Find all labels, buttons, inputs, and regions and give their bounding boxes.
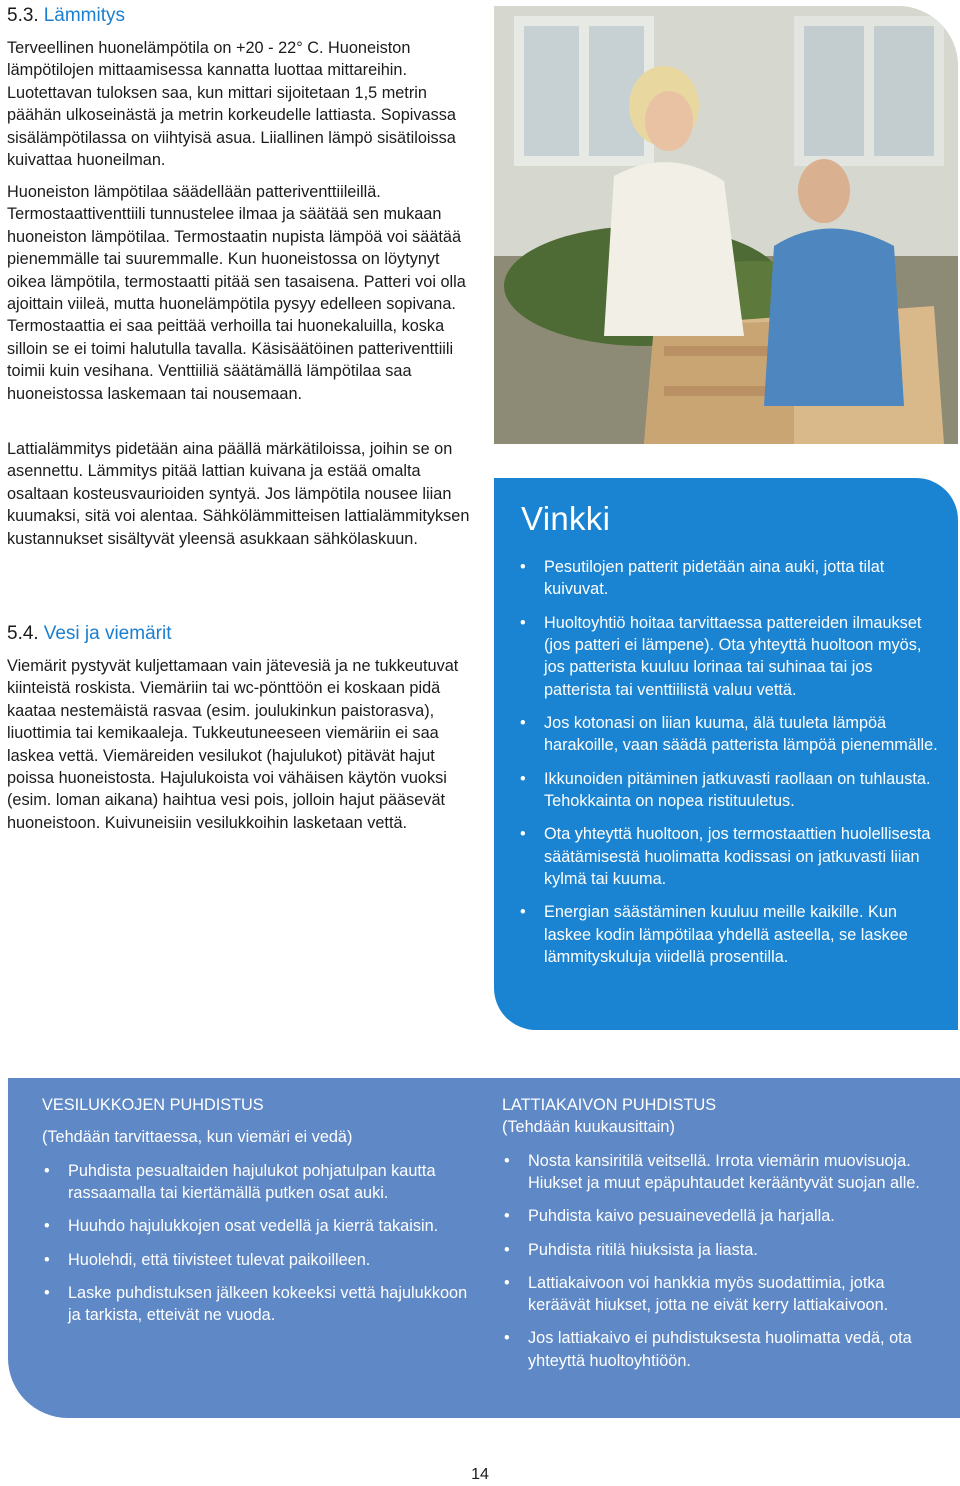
list-item <box>518 556 938 601</box>
paragraph-valves: Huoneiston lämpötilaa säädellään patteriventtiileillä. Termostaattiventtiili tunnustelee ilmaa ja säätää sen mukaan huoneiston lämpötilaa. Termostaatin nupista lämpöä voi säätää pienemmälle tai suuremmalle. Kun huoneistossa on löytynyt oikea lämpötila, termostaatti pitää sen tasaisena. Patteri voi olla ajoittain viileä, mutta huonelämpötila pysyy edelleen sopivana. Termostaattia ei saa peittää verhoilla tai huonekaluilla, koska silloin se ei toimi halutulla tavalla. Käsisäätöinen patteriventtiili toimii kuin vesihana. Venttiiliä säätämällä lämpötilaa saa huoneistossa laskemaan tai nousemaan. <box>7 183 466 403</box>
list-item <box>502 1272 942 1317</box>
bullet-icon: • <box>520 903 526 922</box>
list-item-text: Huoltoyhtiö hoitaa tarvittaessa pattereiden ilmaukset (jos patteri ei lämpene). Ota yhteyttä huoltoon myös, jos patterista kuuluu lorinaa tai suhinaa tai jos patterista tai venttiilistä valuu vettä. <box>544 613 922 699</box>
floor-drain-title: LATTIAKAIVON PUHDISTUS <box>502 1096 717 1114</box>
section-number: 5.3. <box>7 5 39 26</box>
floor-drain-column <box>502 1094 942 1383</box>
list-item <box>518 712 938 757</box>
trap-cleaning-column <box>42 1094 482 1337</box>
section-number: 5.4. <box>7 623 39 644</box>
list-item <box>518 768 938 813</box>
list-item <box>518 823 938 890</box>
list-item <box>42 1160 482 1205</box>
list-item-text: Laske puhdistuksen jälkeen kokeeksi vettä hajulukkoon ja tarkista, etteivät ne vuoda. <box>68 1283 468 1325</box>
section-heading-lammitys <box>7 4 125 28</box>
paragraph-floor-heating: Lattialämmitys pidetään aina päällä märkätiloissa, joihin se on asennettu. Lämmitys pitää lattian kuivana ja estää omalta osaltaan kosteusvaurioiden syntyä. Jos lämpötila nousee liian kuumaksi, sitä voi alentaa. Sähkölämmitteisen lattialämmityksen kustannukset sisältyvät yleensä asukkaan sähkölaskuun. <box>7 440 470 548</box>
section-heading-vesi <box>7 622 171 646</box>
cleaning-instructions-box <box>8 1078 960 1418</box>
floor-drain-list <box>502 1150 942 1372</box>
list-item-text: Jos lattiakaivo ei puhdistuksesta huolimatta vedä, ota yhteyttä huoltoyhtiöön. <box>528 1329 912 1370</box>
list-item-text: Jos kotonasi on liian kuuma, älä tuuleta lämpöä harakoille, vaan säädä patterista lämpöä pienemmälle. <box>544 714 938 755</box>
list-item <box>42 1215 482 1237</box>
bullet-icon: • <box>44 1161 50 1180</box>
list-item-text: Huolehdi, että tiivisteet tulevat paikoilleen. <box>68 1250 371 1269</box>
garden-photo-illustration <box>494 6 958 444</box>
list-item-text: Puhdista kaivo pesuainevedellä ja harjalla. <box>528 1207 835 1226</box>
list-item <box>502 1150 942 1195</box>
bullet-icon: • <box>504 1207 510 1226</box>
list-item-text: Energian säästäminen kuuluu meille kaikille. Kun laskee kodin lämpötilaa yhdellä asteella, se laskee lämmityskuluja viidellä prosentilla. <box>544 903 908 967</box>
bullet-icon: • <box>520 825 526 844</box>
bullet-icon: • <box>504 1240 510 1259</box>
trap-cleaning-subtitle: (Tehdään tarvittaessa, kun viemäri ei vedä) <box>42 1128 353 1147</box>
list-item <box>502 1327 942 1372</box>
floor-drain-subtitle: (Tehdään kuukausittain) <box>502 1118 675 1137</box>
bullet-icon: • <box>520 613 526 632</box>
bullet-icon: • <box>44 1283 50 1302</box>
trap-cleaning-list <box>42 1160 482 1327</box>
bullet-icon: • <box>44 1217 50 1236</box>
list-item <box>518 612 938 702</box>
tips-box <box>494 478 958 1030</box>
list-item-text: Lattiakaivoon voi hankkia myös suodattimia, jotka keräävät hiukset, jotta ne eivät kerry lattiakaivoon. <box>528 1273 889 1315</box>
trap-cleaning-title: VESILUKKOJEN PUHDISTUS <box>42 1096 264 1114</box>
list-item <box>518 901 938 968</box>
list-item-text: Huuhdo hajulukkojen osat vedellä ja kierrä takaisin. <box>68 1217 439 1236</box>
section-title: Vesi ja viemärit <box>43 623 172 644</box>
bullet-icon: • <box>520 558 526 576</box>
page-number: 14 <box>471 1466 489 1483</box>
paragraph-temperature: Terveellinen huonelämpötila on +20 - 22° C. Huoneiston lämpötilojen mittaamisessa kannatta luottaa mittareihin. Luotettavan tuloksen saa, kun mittari sijoitetaan 1,5 metrin päähän ulkoseinästä ja metrin korkeudelle lattiasta. Sopivassa sisälämpötilassa on viihtyisä asua. Liiallinen lämpö sisätiloissa kuivattaa huoneilman. <box>7 39 456 170</box>
paragraph-drains: Viemärit pystyvät kuljettamaan vain jätevesiä ja ne tukkeutuvat kiinteistä roskista. Viemäriin tai wc-pönttöön ei koskaan pidä kaataa nestemäistä rasvaa (esim. joulukinkun paistorasva), liuottimia tai kemikaaleja. Tukkeutuneeseen viemäriin ei saa laskea vettä. Viemäreiden vesilukot (hajulukot) pitävät hajut poissa huoneistosta. Hajulukoista voi vähäisen käytön vuoksi (esim. loman aikana) haihtua vesi pois, jolloin hajut pääsevät huoneistoon. Kuivuneisiin vesilukkoihin lasketaan vettä. <box>7 657 459 832</box>
list-item-text: Puhdista ritilä hiuksista ja liasta. <box>528 1240 758 1259</box>
bullet-icon: • <box>504 1151 510 1170</box>
section-title: Lämmitys <box>43 5 125 26</box>
tips-title: Vinkki <box>521 500 611 537</box>
list-item <box>502 1205 942 1227</box>
list-item-text: Nosta kansiritilä veitsellä. Irrota viemärin muovisuoja. Hiukset ja muut epäpuhtaudet kerääntyvät suojan alle. <box>528 1151 920 1193</box>
garden-photo <box>494 6 958 444</box>
tips-list <box>518 556 938 979</box>
list-item-text: Pesutilojen patterit pidetään aina auki, jotta tilat kuivuvat. <box>544 558 885 599</box>
list-item <box>502 1239 942 1261</box>
bullet-icon: • <box>44 1250 50 1269</box>
bullet-icon: • <box>504 1329 510 1348</box>
list-item <box>42 1282 482 1327</box>
bullet-icon: • <box>520 714 526 733</box>
bullet-icon: • <box>504 1273 510 1292</box>
list-item <box>42 1249 482 1271</box>
list-item-text: Ikkunoiden pitäminen jatkuvasti raollaan on tuhlausta. Tehokkainta on nopea ristituuletus. <box>544 769 931 811</box>
list-item-text: Ota yhteyttä huoltoon, jos termostaattien huolellisesta säätämisestä huolimatta kodissasi on jatkuvasti liian kylmä tai kuuma. <box>544 825 931 889</box>
list-item-text: Puhdista pesualtaiden hajulukot pohjatulpan kautta rassaamalla tai kiertämällä putken osat auki. <box>68 1161 436 1203</box>
bullet-icon: • <box>520 769 526 788</box>
